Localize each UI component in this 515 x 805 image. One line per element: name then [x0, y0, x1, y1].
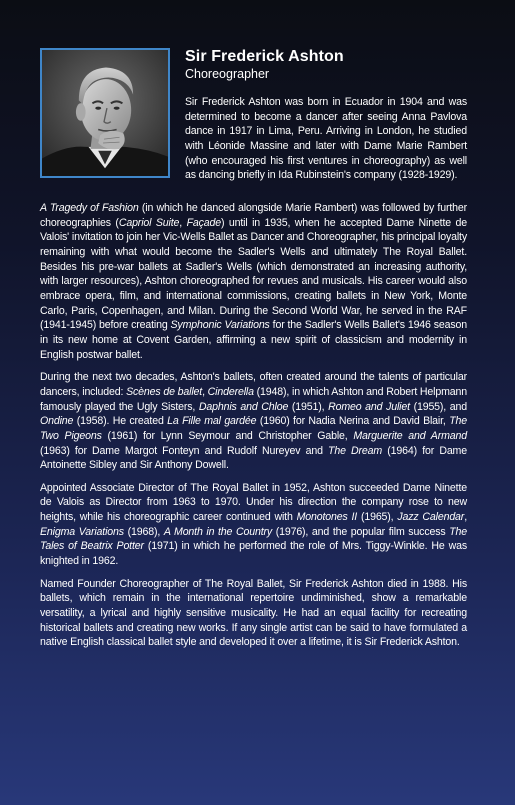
ballet-title: Ondine: [40, 415, 74, 428]
bio-intro-paragraph: Sir Frederick Ashton was born in Ecuador in 1904 and was determined to become a dancer after seeing Anna Pavlova dance in 1917 in Lima, Peru. Arriving in London, he studied with Léonide Massine and later with Dame Marie Rambert (who encouraged his first ventures in choreography) as well as dancing briefly in Ida Rubinstein's company (1928-1929).: [185, 96, 467, 182]
ballet-title: A Tragedy of Fashion: [40, 202, 139, 214]
bio-text: (in which he danced alongside Marie Rambert) was followed by further choreographies (: [40, 202, 467, 229]
bio-paragraph-2: [40, 370, 467, 473]
bio-paragraph-3: [40, 481, 467, 569]
bio-text: (1961) for Lynn Seymour and Christopher Gable,: [101, 429, 354, 442]
bio-text: (1968),: [123, 525, 164, 538]
ballet-title: Symphonic Variations: [170, 319, 270, 332]
bio-text: ,: [179, 216, 187, 229]
bio-text: for the Sadler's Wells Ballet's 1946 season in its new home at Covent Garden, affirming a new spirit of classicism and modernity in English postwar ballet.: [40, 319, 467, 361]
ballet-title: Cinderella: [207, 385, 254, 398]
bio-paragraph-1: [40, 201, 467, 362]
ballet-title: The Dream: [328, 444, 383, 457]
ballet-title: Façade: [186, 216, 221, 229]
bio-text: ,: [464, 511, 467, 524]
ballet-title: Scènes de ballet: [126, 385, 203, 398]
ballet-title: The Two Pigeons: [40, 415, 467, 442]
ballet-title: Enigma Variations: [40, 525, 124, 538]
portrait-photo: [40, 48, 170, 178]
bio-text: ,: [202, 385, 208, 398]
ballet-title: The Tales of Beatrix Potter: [40, 525, 468, 553]
bio-text: (1964) for Dame Antoinette Sibley and Sir Anthony Dowell.: [40, 444, 467, 472]
ballet-title: A Month in the Country: [163, 525, 273, 538]
bio-text: (1976), and the popular film success: [272, 525, 450, 538]
bio-text: (1958). He created: [73, 415, 168, 428]
bio-body: [40, 201, 467, 658]
ballet-title: Jazz Calendar: [397, 511, 465, 524]
bio-text: Appointed Associate Director of The Royal Ballet in 1952, Ashton succeeded Dame Ninette de Valois as Director from 1963 to 1970. Under his direction the company rose to new heights, while his choreographic career continued with: [40, 481, 467, 524]
bio-text: (1971) in which he performed the role of Mrs. Tiggy-Winkle. He was knighted in 1962.: [40, 540, 467, 568]
bio-text: (1948), in which Ashton and Robert Helpmann famously played the Ugly Sisters,: [40, 385, 468, 413]
bio-text: (1963) for Dame Margot Fonteyn and Rudolf Nureyev and: [40, 444, 329, 457]
bio-paragraph-4: Named Founder Choreographer of The Royal Ballet, Sir Frederick Ashton died in 1988. His ballets, which remain in the international repertoire undiminished, show a remarkable versatility, a lyrical and highly sensitive musicality. He had an equal facility for recreating historical ballets and creating new works. If any single artist can be said to have formulated a native English classical ballet style and developed it over a lifetime, it is Sir Frederick Ashton.: [40, 577, 467, 649]
person-name: Sir Frederick Ashton: [185, 48, 344, 65]
ballet-title: Daphnis and Chloe: [198, 400, 289, 413]
bio-text: (1960) for Nadia Nerina and David Blair,: [256, 415, 450, 428]
ballet-title: Marguerite and Armand: [353, 429, 467, 442]
ballet-title: La Fille mal gardée: [167, 415, 257, 428]
bio-text: (1965),: [357, 511, 398, 524]
bio-text: ) until in 1935, when he accepted Dame Ninette de Valois' invitation to join her Vic-Wells Ballet as Dancer and Choreographer, his principal loyalty remaining with what would become the Sadler's Wells and ultimately The Royal Ballet. Besides his pre-war ballets at Sadler's Wells (which demonstrated an increasing authority, with larger resources), Ashton choreographed for revues and musicals. His career would also embrace opera, film, and international commissions, creating ballets in New York, Monte Carlo, Paris, Copenhagen, and Milan. During the Second World War, he served in the RAF (1941-1945) before creating: [40, 216, 468, 332]
bio-text: (1951),: [288, 400, 329, 413]
bio-text: During the next two decades, Ashton's ballets, often created around the talents of particular dancers, included:: [40, 371, 467, 398]
ballet-title: Romeo and Juliet: [328, 400, 410, 413]
bio-text: (1955), and: [409, 400, 468, 413]
ballet-title: Monotones II: [296, 511, 358, 524]
person-role: Choreographer: [185, 67, 270, 81]
ballet-title: Capriol Suite: [118, 216, 180, 229]
